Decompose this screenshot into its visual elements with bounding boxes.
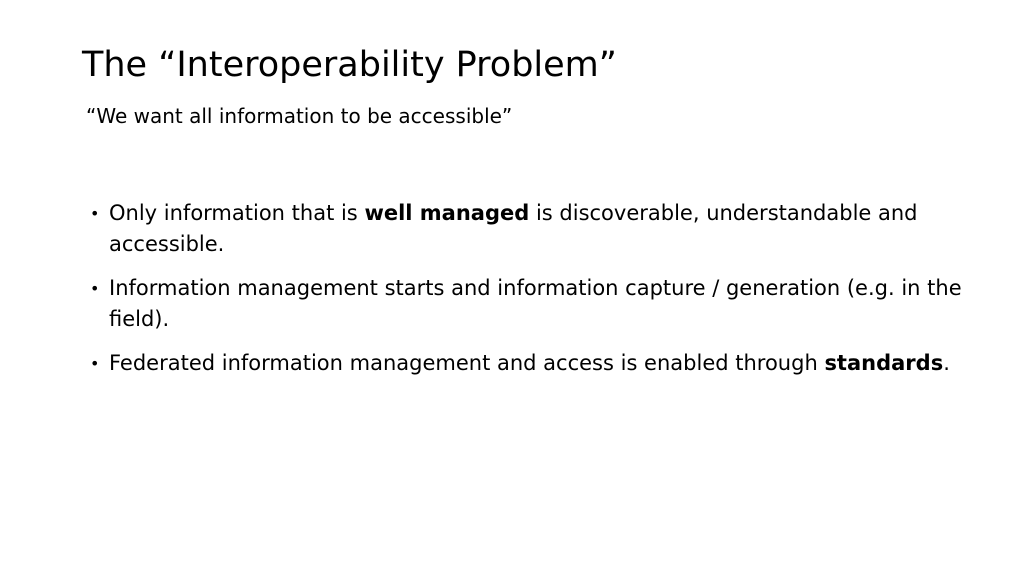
bullet-1-text-1: Only information that is	[109, 201, 365, 225]
bullet-list	[90, 198, 970, 392]
bullet-item-3	[90, 348, 970, 379]
slide-title: The “Interoperability Problem”	[82, 45, 617, 85]
bullet-item-1	[90, 198, 970, 260]
bullet-dot-icon: •	[90, 204, 100, 223]
bullet-dot-icon: •	[90, 354, 100, 373]
bullet-3-text-1: Federated information management and access is enabled through	[109, 351, 825, 375]
bullet-item-2	[90, 273, 970, 335]
bullet-1-text-2: is discoverable, understandable and accessible.	[109, 201, 918, 256]
bullet-1-emphasis: well managed	[364, 201, 530, 225]
slide-subtitle: “We want all information to be accessible”	[86, 104, 513, 128]
bullet-3-emphasis: standards	[824, 351, 944, 375]
bullet-3-text-2: .	[943, 351, 950, 375]
bullet-2-text: Information management starts and information capture / generation (e.g. in the field).	[109, 276, 962, 331]
bullet-dot-icon: •	[90, 279, 100, 298]
